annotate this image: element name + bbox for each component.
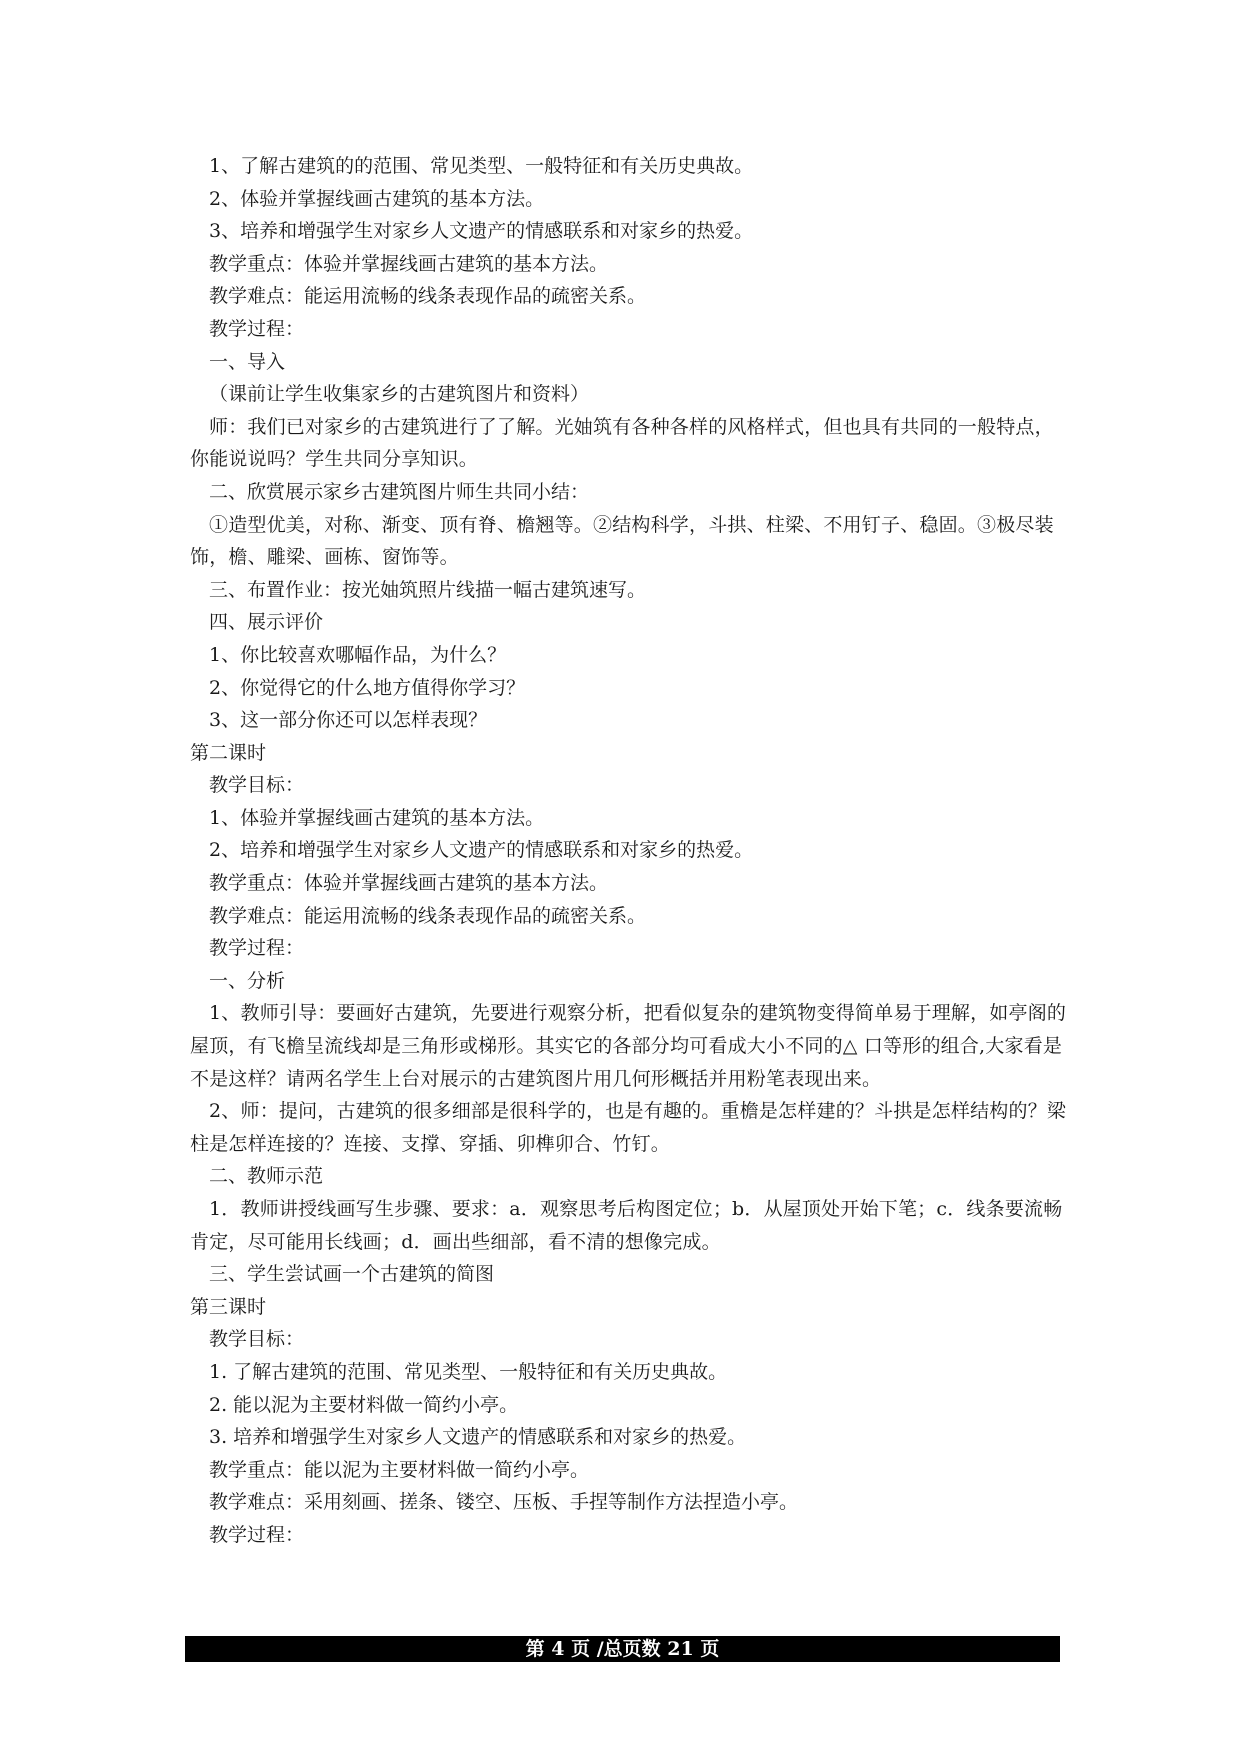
text-line: 教学过程： <box>209 317 305 340</box>
page-number-label: 第 4 页 /总页数 21 页 <box>525 1638 720 1660</box>
text-paragraph: 1．教师讲授线画写生步骤、要求：a．观察思考后构图定位；b．从屋顶处开始下笔；c．线条要流畅肯定，尽可能用长线画；d．画出些细部，看不清的想像完成。 <box>190 1198 1063 1253</box>
text-line: 三、学生尝试画一个古建筑的简图 <box>209 1263 495 1286</box>
text-line: 二、欣赏展示家乡古建筑图片师生共同小结： <box>209 480 590 503</box>
text-line: 二、教师示范 <box>209 1165 324 1188</box>
text-line: 1、了解古建筑的的范围、常见类型、一般特征和有关历史典故。 <box>209 155 754 177</box>
text-line: 教学目标： <box>209 1328 305 1351</box>
page-footer <box>185 1636 1060 1662</box>
text-line: 教学难点：能运用流畅的线条表现作品的疏密关系。 <box>209 904 647 927</box>
text-line: 3、培养和增强学生对家乡人文遗产的情感联系和对家乡的热爱。 <box>209 220 754 243</box>
text-paragraph: 2、师：提问，古建筑的很多细部是很科学的，也是有趣的。重檐是怎样建的？斗拱是怎样结构的？梁柱是怎样连接的？连接、支撑、穿插、卯榫卯合、竹钉。 <box>190 1100 1067 1155</box>
section-heading: 第三课时 <box>190 1295 267 1318</box>
text-line: 四、展示评价 <box>209 611 324 634</box>
text-line: 教学重点：体验并掌握线画古建筑的基本方法。 <box>209 252 609 275</box>
text-line: 2、培养和增强学生对家乡人文遗产的情感联系和对家乡的热爱。 <box>209 839 754 862</box>
text-line: 2、你觉得它的什么地方值得你学习？ <box>209 676 526 699</box>
text-line: 3. 培养和增强学生对家乡人文遗产的情感联系和对家乡的热爱。 <box>209 1426 747 1449</box>
text-line: 1. 了解古建筑的范围、常见类型、一般特征和有关历史典故。 <box>209 1360 728 1383</box>
text-line: 2. 能以泥为主要材料做一简约小亭。 <box>209 1393 519 1416</box>
text-paragraph: ①造型优美，对称、渐变、顶有脊、檐翘等。②结构科学，斗拱、柱梁、不用钉子、稳固。③极尽装饰，檐、雕梁、画栋、窗饰等。 <box>190 513 1054 569</box>
text-line: 一、导入 <box>209 350 286 373</box>
text-line: 教学过程： <box>209 937 305 960</box>
text-line: 2、体验并掌握线画古建筑的基本方法。 <box>209 187 545 210</box>
text-paragraph: 师：我们已对家乡的古建筑进行了了解。光妯筑有各种各样的风格样式，但也具有共同的一般特点，你能说说吗？学生共同分享知识。 <box>190 415 1054 471</box>
text-line: 教学重点：能以泥为主要材料做一简约小亭。 <box>209 1458 590 1481</box>
text-line: 1、体验并掌握线画古建筑的基本方法。 <box>209 806 545 829</box>
text-line: 教学难点：采用刻画、搓条、镂空、压板、手捏等制作方法捏造小亭。 <box>209 1491 799 1514</box>
section-heading: 第二课时 <box>190 741 267 764</box>
document-body <box>190 150 1070 1552</box>
text-line: （课前让学生收集家乡的古建筑图片和资料） <box>209 383 590 406</box>
text-line: 教学难点：能运用流畅的线条表现作品的疏密关系。 <box>209 285 647 308</box>
text-line: 教学目标： <box>209 774 305 797</box>
text-line: 一、分析 <box>209 969 286 992</box>
text-line: 1、你比较喜欢哪幅作品，为什么？ <box>209 643 507 666</box>
text-line: 教学过程： <box>209 1523 305 1546</box>
text-line: 3、这一部分你还可以怎样表现？ <box>209 709 488 732</box>
text-line: 教学重点：体验并掌握线画古建筑的基本方法。 <box>209 872 609 895</box>
text-line: 三、布置作业：按光妯筑照片线描一幅古建筑速写。 <box>209 578 647 601</box>
text-paragraph: 1、教师引导：要画好古建筑，先要进行观察分析，把看似复杂的建筑物变得简单易于理解，如亭阁的屋顶，有飞檐呈流线却是三角形或梯形。其实它的各部分均可看成大小不同的△ 口等形的组合,大家看是不是这样？请两名学生上台对展示的古建筑图片用几何形概括并用粉笔表现出来。 <box>190 1002 1067 1090</box>
